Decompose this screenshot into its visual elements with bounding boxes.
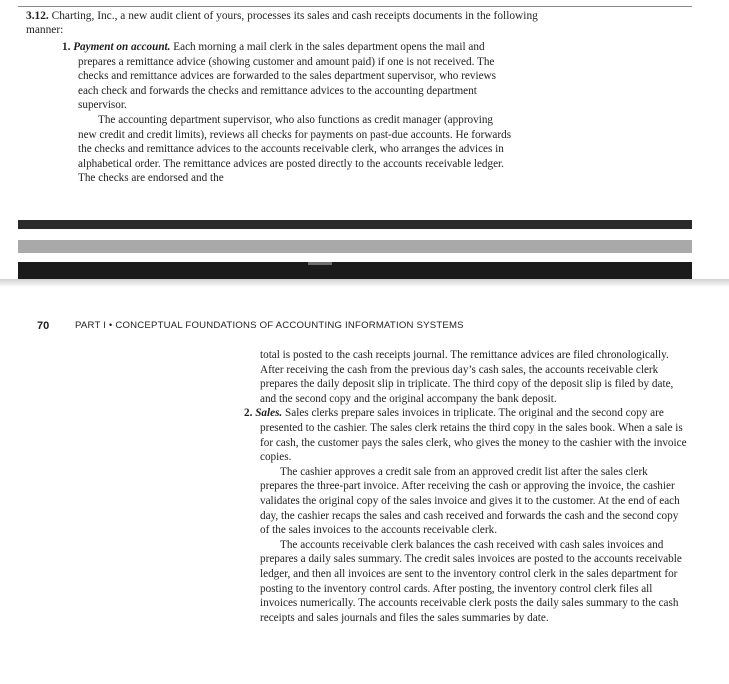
- page-number: 70: [37, 320, 50, 332]
- item-2-text-3: The accounts receivable clerk balances the cash received with cash sales invoices and prepares a daily sales summary. The credit sales invoices are posted to the accounts receivable ledger, and then all invoices are sent to the inventory control clerk in the sales department for posting to the inventory control cards. After posting, the inventory control clerk files all invoices numerically. The accounts receivable clerk posts the daily sales summary to the cash receipts and sales journals and files the sales summaries by date.: [260, 538, 682, 624]
- item-2-number: 2.: [244, 407, 253, 420]
- item-1-block: [62, 40, 512, 186]
- item-2-title: Sales.: [255, 407, 283, 420]
- item-2-paragraph-1: [244, 406, 688, 464]
- item-1-text-1: Each morning a mail clerk in the sales department opens the mail and prepares a remittance advice (showing customer and amount paid) if one is not received. The checks and remittance advices are forwarded to the sales department supervisor, who reviews each check and forwards the checks and remittance advices to the accounting department supervisor.: [78, 41, 496, 112]
- item-1-title: Payment on account.: [73, 41, 171, 53]
- scan-band-shadow: [0, 279, 729, 287]
- scan-band-mark: [308, 262, 332, 265]
- item-2-paragraph-3: [244, 538, 688, 626]
- main-page-body: [244, 348, 688, 625]
- running-head: PART I • CONCEPTUAL FOUNDATIONS OF ACCOUNTING INFORMATION SYSTEMS: [75, 320, 464, 331]
- item-1-text-2: The accounting department supervisor, who also functions as credit manager (approving new credit and credit limits), reviews all checks for payments on past-due accounts. He forwards the checks and remittance advices to the accounts receivable clerk, who arranges the advices in alphabetical order. The remittance advices are posted directly to the accounts receivable ledger. The checks are endorsed and the: [78, 113, 512, 185]
- scan-band-dark: [18, 220, 692, 229]
- continued-paragraph: [244, 348, 688, 406]
- problem-number: 3.12.: [26, 10, 49, 22]
- bottom-fade: [0, 664, 729, 684]
- item-1-paragraph-2: [62, 113, 512, 186]
- continued-text: total is posted to the cash receipts journal. The remittance advices are filed chronologically. After receiving the cash from the previous day’s cash sales, the accounts receivable clerk prepares the daily deposit slip in triplicate. The third copy of the deposit slip is filed by date, and the second copy and the original accompany the bank deposit.: [260, 349, 674, 405]
- item-1-number: 1.: [62, 41, 71, 53]
- item-2-text-2: The cashier approves a credit sale from an approved credit list after the sales clerk prepares the three-part invoice. After receiving the cash or approving the invoice, the cashier validates the original copy of the sales invoice and gives it to the customer. At the end of each day, the cashier recaps the sales and cash received and forwards the cash and the second copy of the sales invoices to the accounts receivable clerk.: [260, 465, 680, 537]
- previous-page-fragment: [0, 0, 729, 210]
- item-2-text-1: Sales clerks prepare sales invoices in triplicate. The original and the second copy are presented to the cashier. The sales clerk retains the third copy in the sales book. When a sale is for cash, the customer pays the sales clerk, who gives the money to the cashier with the invoice copies.: [260, 407, 687, 464]
- scan-band-gray: [18, 240, 692, 253]
- problem-heading: [26, 9, 546, 37]
- scan-band-black: [18, 262, 692, 279]
- top-rule: [18, 6, 692, 7]
- item-1-paragraph-1: [62, 40, 512, 113]
- problem-intro: Charting, Inc., a new audit client of yours, processes its sales and cash receipts documents in the following manner:: [26, 10, 538, 36]
- item-2-paragraph-2: [244, 465, 688, 538]
